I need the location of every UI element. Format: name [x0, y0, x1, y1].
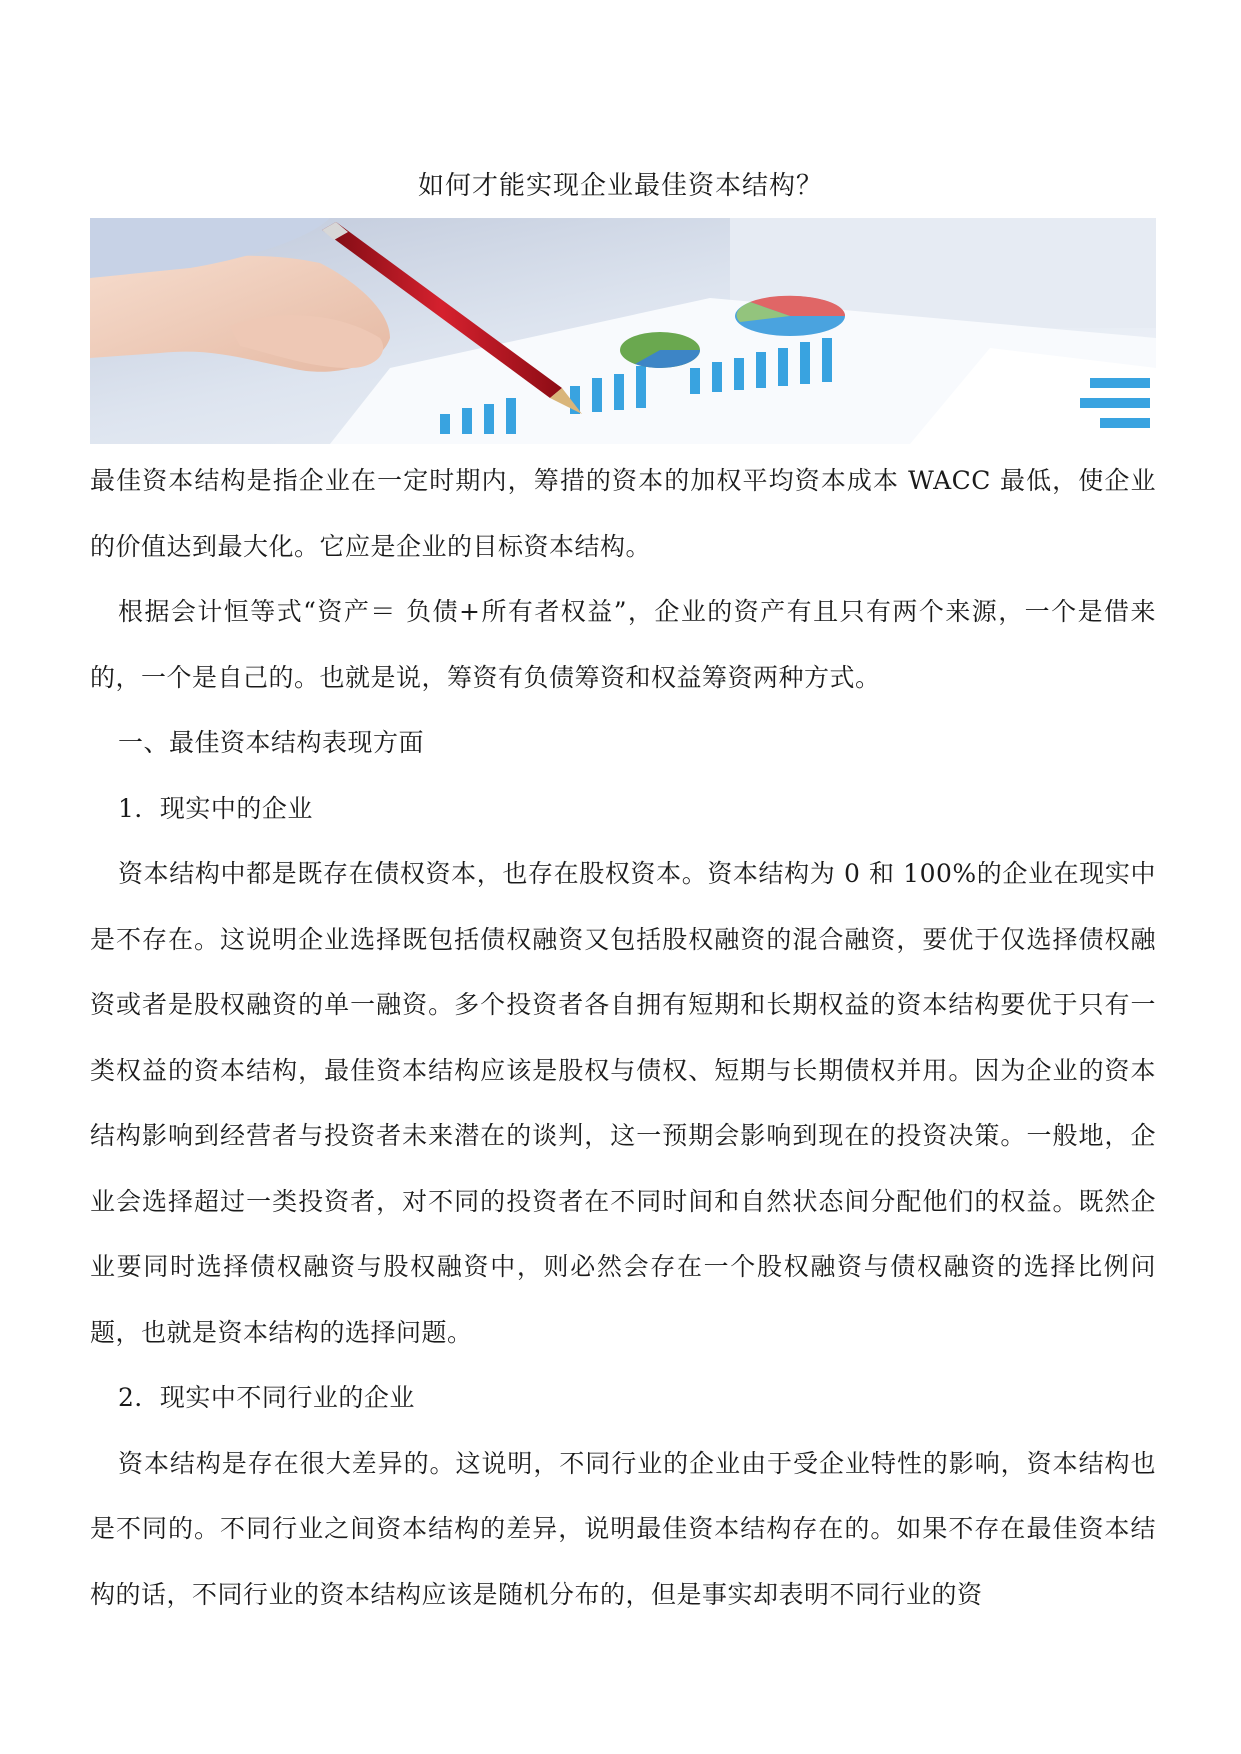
hand-pen-chart-illustration: [90, 218, 1156, 444]
page-title: 如何才能实现企业最佳资本结构？: [417, 171, 823, 201]
hero-image: [90, 218, 1156, 444]
subheading-2: 2．现实中不同行业的企业: [118, 1383, 415, 1412]
paragraph-industry-differences: 资本结构是存在很大差异的。这说明，不同行业的企业由于受企业特性的影响，资本结构也是不同的。不同行业之间资本结构的差异，说明最佳资本结构存在的。如果不存在最佳资本结构的话，不同行业的资本结构应该是随机分布的，但是事实却表明不同行业的资: [90, 1448, 1156, 1609]
article-body: [90, 448, 1156, 1627]
paragraph-definition: 最佳资本结构是指企业在一定时期内，筹措的资本的加权平均资本成本 WACC 最低，使企业的价值达到最大化。它应是企业的目标资本结构。: [90, 466, 1156, 561]
paragraph-real-enterprises: 资本结构中都是既存在债权资本，也存在股权资本。资本结构为 0 和 100%的企业在现实中是不存在。这说明企业选择既包括债权融资又包括股权融资的混合融资，要优于仅选择债权融资或者是股权融资的单一融资。多个投资者各自拥有短期和长期权益的资本结构要优于只有一类权益的资本结构，最佳资本结构应该是股权与债权、短期与长期债权并用。因为企业的资本结构影响到经营者与投资者未来潜在的谈判，这一预期会影响到现在的投资决策。一般地，企业会选择超过一类投资者，对不同的投资者在不同时间和自然状态间分配他们的权益。既然企业要同时选择债权融资与股权融资中，则必然会存在一个股权融资与债权融资的选择比例问题，也就是资本结构的选择问题。: [90, 859, 1156, 1347]
section-heading-1: 一、最佳资本结构表现方面: [118, 728, 425, 757]
paragraph-accounting-equation: 根据会计恒等式“资产＝ 负债+所有者权益”，企业的资产有且只有两个来源，一个是借来的，一个是自己的。也就是说，筹资有负债筹资和权益筹资两种方式。: [90, 597, 1156, 692]
subheading-1: 1．现实中的企业: [118, 793, 313, 823]
